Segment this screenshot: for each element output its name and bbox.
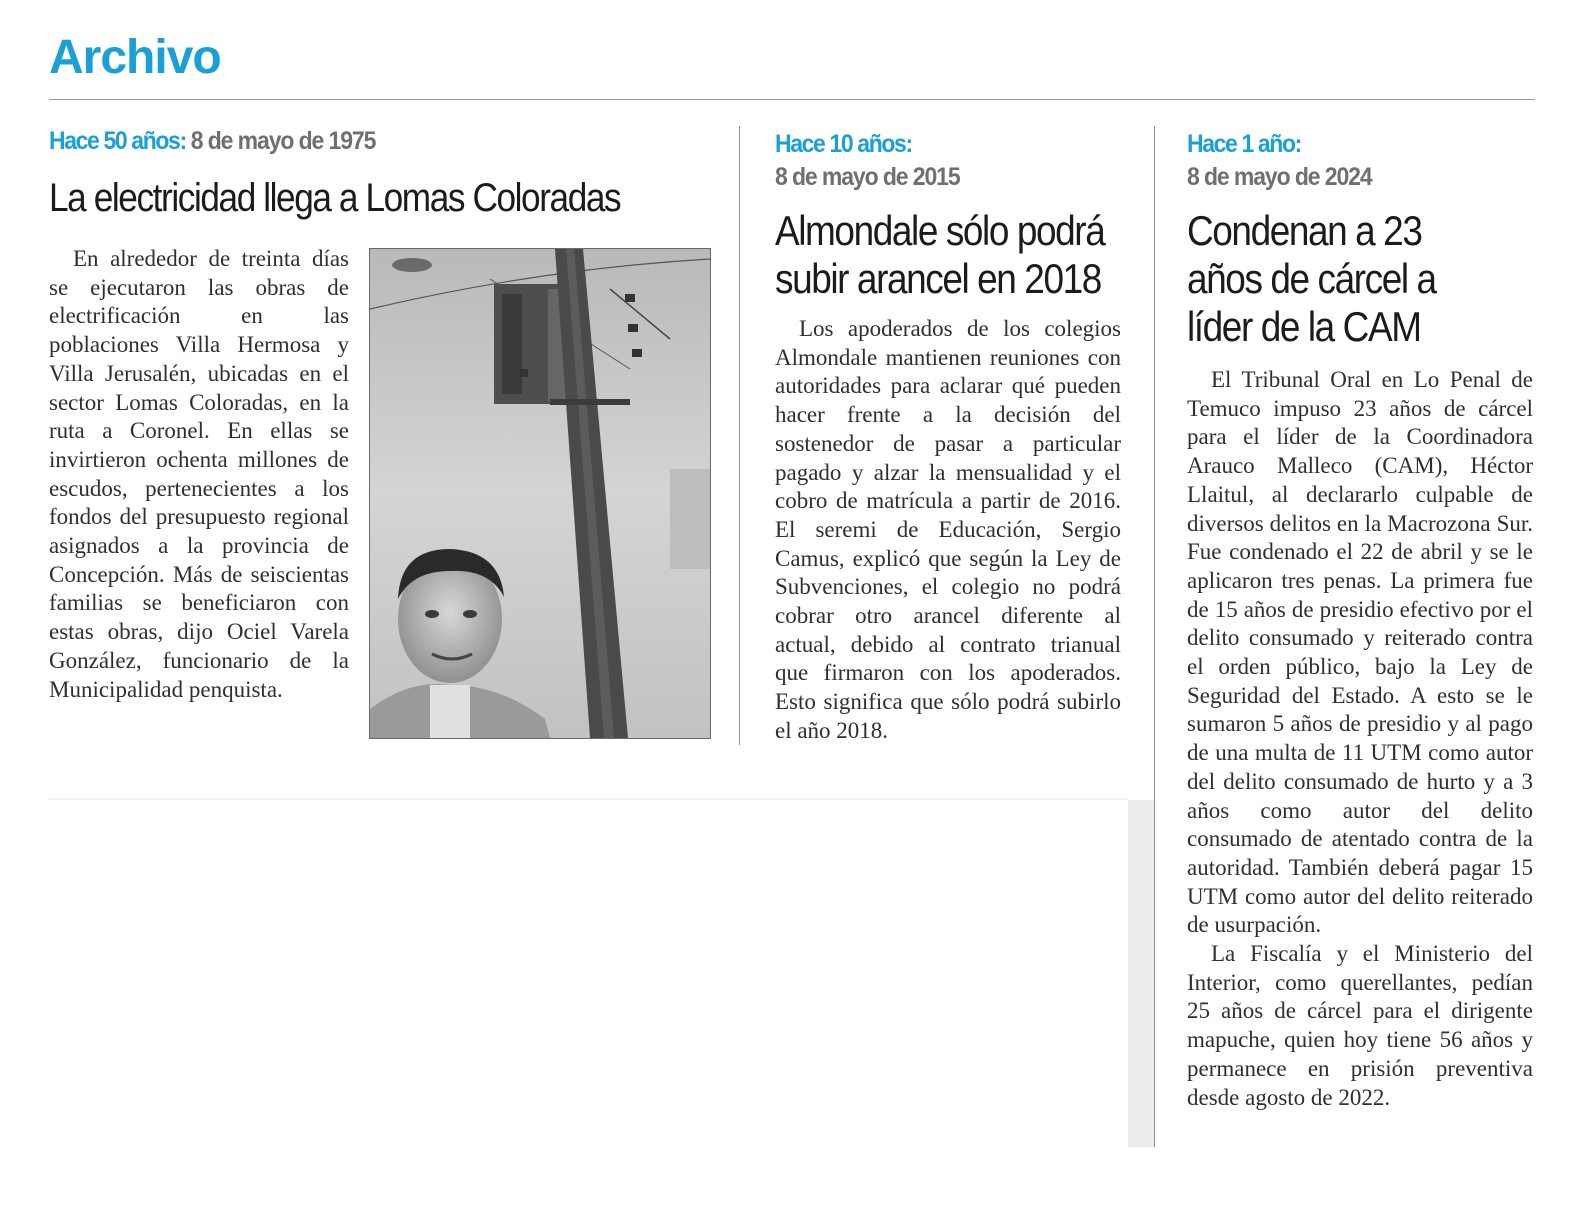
article-body: [775, 315, 1121, 746]
kicker-label: Hace 50 años:: [49, 127, 186, 155]
article-photo: [369, 248, 711, 739]
column-divider: [1154, 126, 1155, 1147]
article-date: 8 de mayo de 2015: [775, 163, 960, 191]
photo-image: [370, 249, 710, 738]
article-headline: La electricidad llega a Lomas Coloradas: [49, 176, 621, 220]
article-date: 8 de mayo de 2024: [1187, 163, 1372, 191]
article-paragraph: Los apoderados de los colegios Almondale mantienen reuniones con autoridades para aclarar qué pueden hacer frente a la decisión del sostenedor de pasar a particular pagado y alzar la mensualidad y el cobro de matrícula a partir de 2016. El seremi de Educación, Sergio Camus, explicó que según la Ley de Subvenciones, el colegio no podrá cobrar otro arancel diferente al actual, debido al contrato trianual que firmaron con los apoderados. Esto significa que sólo podrá subirlo el año 2018.: [775, 316, 1121, 743]
header-rule: [49, 99, 1535, 100]
article-date: 8 de mayo de 1975: [190, 127, 376, 155]
kicker-label: Hace 1 año:: [1187, 130, 1301, 158]
divider: [49, 798, 1129, 800]
article-headline: Almondale sólo podrá subir arancel en 2018: [775, 207, 1105, 302]
shaded-strip: [1128, 800, 1154, 1147]
column-divider: [739, 126, 740, 745]
article-paragraph: La Fiscalía y el Ministerio del Interior, como querellantes, pedían 25 años de cárcel para el dirigente mapuche, quien hoy tiene 56 años y permanece en prisión preventiva desde agosto de 2022.: [1187, 941, 1533, 1110]
article-headline: Condenan a 23 años de cárcel a líder de la CAM: [1187, 207, 1436, 350]
article-paragraph: El Tribunal Oral en Lo Penal de Temuco impuso 23 años de cárcel para el líder de la Coordinadora Arauco Malleco (CAM), Héctor Llaitul, al declararlo culpable de diversos delitos en la Macrozona Sur. Fue condenado el 22 de abril y se le aplicaron tres penas. La primera fue de 15 años de presidio efectivo por el delito consumado y reiterado contra el orden público, bajo la Ley de Seguridad del Estado. A esto se le sumaron 5 años de presidio y al pago de una multa de 11 UTM como autor del delito consumado de hurto y a 3 años como autor del delito consumado de atentado contra de la autoridad. También deberá pagar 15 UTM como autor del delito reiterado de usurpación.: [1187, 367, 1533, 938]
article-body: [1187, 366, 1533, 1112]
article-body: [49, 245, 349, 704]
article-paragraph: En alrededor de treinta días se ejecutaron las obras de electrificación en las poblaciones Villa Hermosa y Villa Jerusalén, ubicadas en el sector Lomas Coloradas, en la ruta a Coronel. En ellas se invirtieron ochenta millones de escudos, pertenecientes a los fondos del presupuesto regional asignados a la provincia de Concepción. Más de seiscientas familias se beneficiaron con estas obras, dijo Ociel Varela González, funcionario de la Municipalidad penquista.: [49, 246, 349, 702]
section-title: Archivo: [49, 31, 221, 84]
kicker-label: Hace 10 años:: [775, 130, 912, 158]
article-kicker: [49, 124, 375, 158]
